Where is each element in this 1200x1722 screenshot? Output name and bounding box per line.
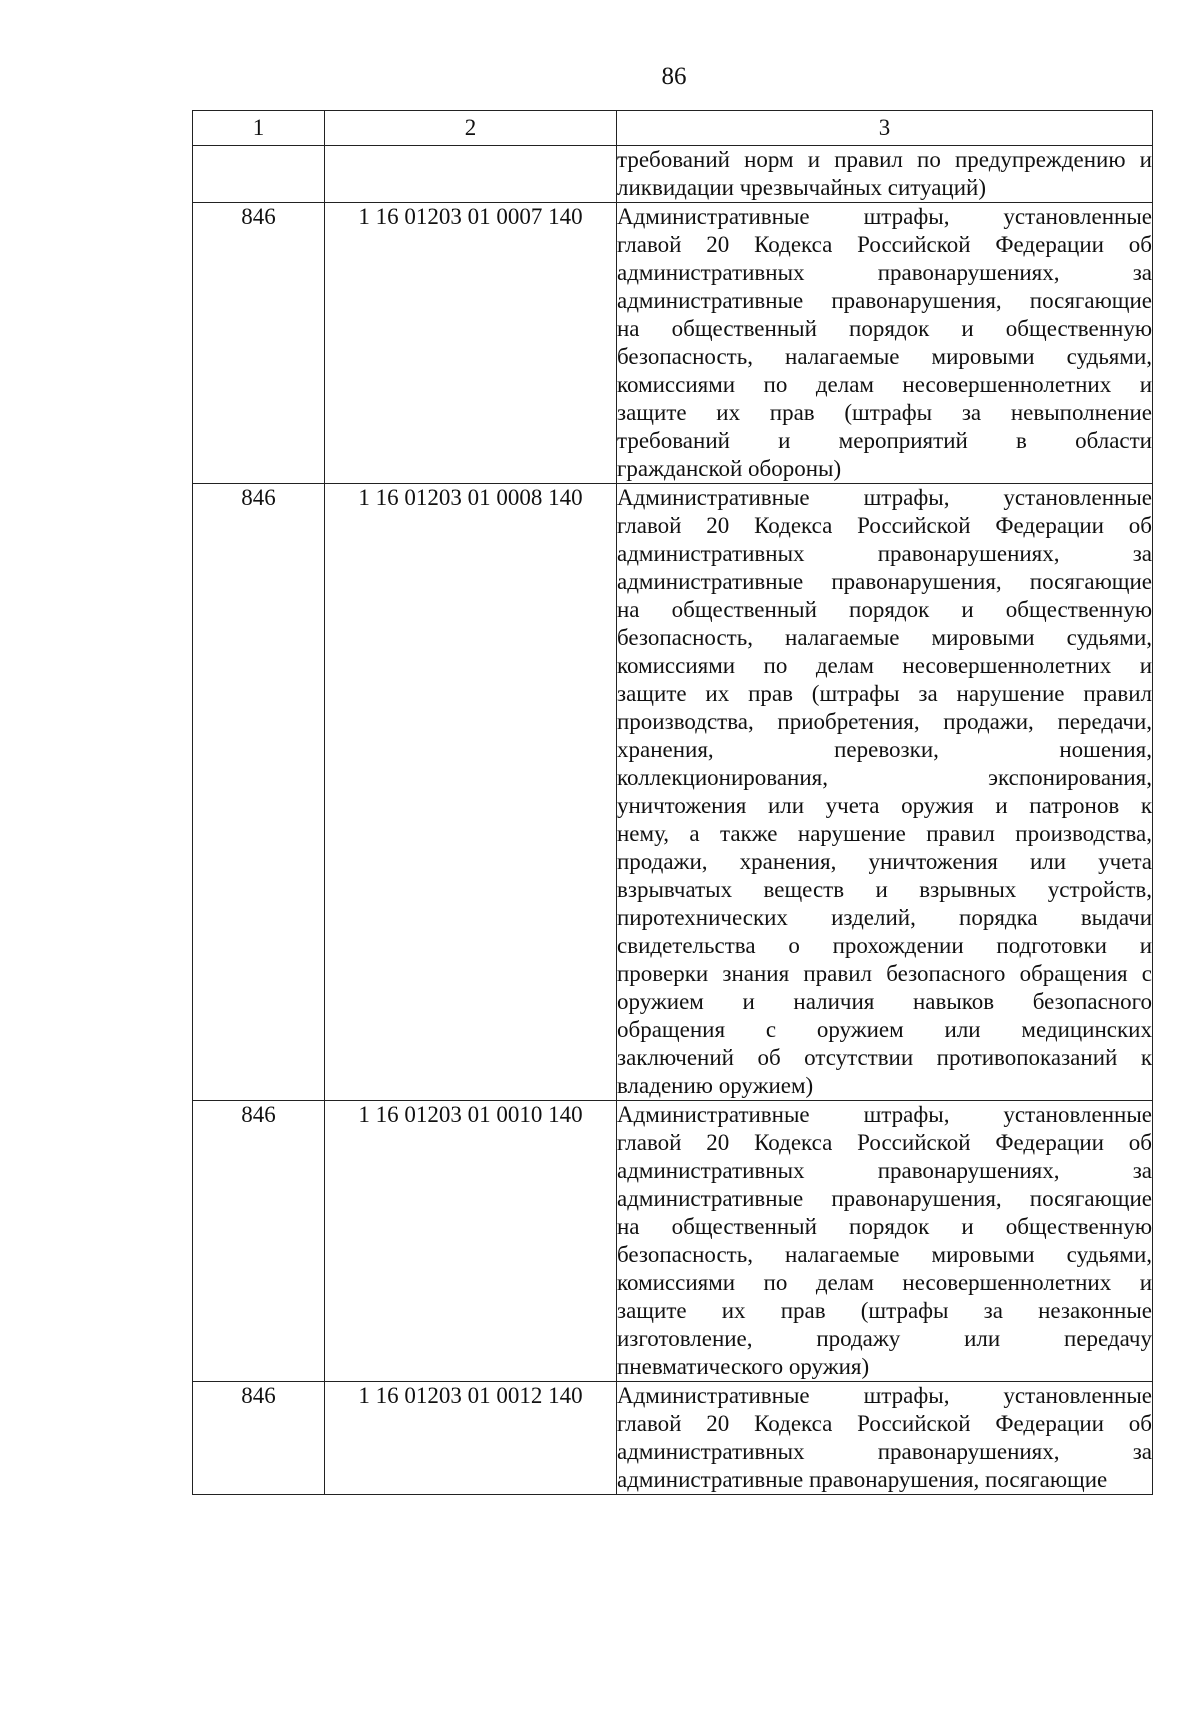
description-line: Административные штрафы, установленные [617,485,1152,510]
description-line: административные правонарушения, посягающие [617,569,1152,594]
description-line: требований и мероприятий в области [617,428,1152,453]
description-line: нему, а также нарушение правил производства, [617,821,1152,846]
admin-code-cell: 846 [193,203,325,484]
description-line: оружием и наличия навыков безопасного [617,989,1152,1014]
description-line: продажи, хранения, уничтожения или учета [617,849,1152,874]
description-line: на общественный порядок и общественную [617,1214,1152,1239]
description-line: Административные штрафы, установленные [617,204,1152,229]
table-row [193,1382,1153,1495]
table-row [193,146,1153,203]
description-line: взрывчатых веществ и взрывных устройств, [617,877,1152,902]
description-line: административных правонарушениях, за [617,260,1152,285]
description-line: административные правонарушения, посягающие [617,1467,1108,1492]
description-line: уничтожения или учета оружия и патронов к [617,793,1152,818]
admin-code-cell: 846 [193,484,325,1101]
description-line: на общественный порядок и общественную [617,316,1152,341]
description-line: на общественный порядок и общественную [617,597,1152,622]
description-line: безопасность, налагаемые мировыми судьями, [617,1242,1152,1267]
description-line: административные правонарушения, посягающие [617,288,1152,313]
kbk-code-cell: 1 16 01203 01 0012 140 [325,1382,617,1495]
description-line: защите их прав (штрафы за незаконные [617,1298,1152,1323]
table-row [193,1101,1153,1382]
description-line: административных правонарушениях, за [617,1439,1152,1464]
admin-code-cell [193,146,325,203]
description-line: комиссиями по делам несовершеннолетних и [617,372,1152,397]
description-cell [617,1382,1153,1495]
description-line: главой 20 Кодекса Российской Федерации об [617,232,1152,257]
description-line: хранения, перевозки, ношения, [617,737,1152,762]
description-line: требований норм и правил по предупреждению и [617,147,1152,172]
description-line: пневматического оружия) [617,1354,870,1379]
description-line: административных правонарушениях, за [617,541,1152,566]
description-line: Административные штрафы, установленные [617,1383,1152,1408]
description-line: комиссиями по делам несовершеннолетних и [617,1270,1152,1295]
description-line: административных правонарушениях, за [617,1158,1152,1183]
description-line: безопасность, налагаемые мировыми судьями, [617,625,1152,650]
header-cell-3: 3 [617,111,1153,146]
kbk-code-cell: 1 16 01203 01 0010 140 [325,1101,617,1382]
kbk-code-cell: 1 16 01203 01 0008 140 [325,484,617,1101]
table-row [193,203,1153,484]
description-line: заключений об отсутствии противопоказаний к [617,1045,1152,1070]
description-cell [617,146,1153,203]
header-cell-2: 2 [325,111,617,146]
description-line: главой 20 Кодекса Российской Федерации об [617,1411,1152,1436]
description-line: безопасность, налагаемые мировыми судьями, [617,344,1152,369]
description-cell [617,203,1153,484]
description-line: административные правонарушения, посягающие [617,1186,1152,1211]
header-cell-1: 1 [193,111,325,146]
description-line: производства, приобретения, продажи, передачи, [617,709,1152,734]
description-line: изготовление, продажу или передачу [617,1326,1152,1351]
budget-codes-table [192,110,1153,1495]
description-cell [617,1101,1153,1382]
table-row [193,484,1153,1101]
description-line: главой 20 Кодекса Российской Федерации об [617,1130,1152,1155]
kbk-code-cell: 1 16 01203 01 0007 140 [325,203,617,484]
admin-code-cell: 846 [193,1101,325,1382]
description-line: пиротехнических изделий, порядка выдачи [617,905,1152,930]
table-header-row [193,111,1153,146]
page-number: 86 [661,63,687,90]
description-line: защите их прав (штрафы за невыполнение [617,400,1152,425]
kbk-code-cell [325,146,617,203]
description-line: комиссиями по делам несовершеннолетних и [617,653,1152,678]
description-line: ликвидации чрезвычайных ситуаций) [617,175,987,200]
description-line: главой 20 Кодекса Российской Федерации об [617,513,1152,538]
description-line: Административные штрафы, установленные [617,1102,1152,1127]
description-line: гражданской обороны) [617,456,842,481]
description-line: коллекционирования, экспонирования, [617,765,1152,790]
description-line: свидетельства о прохождении подготовки и [617,933,1152,958]
admin-code-cell: 846 [193,1382,325,1495]
description-line: владению оружием) [617,1073,814,1098]
description-line: обращения с оружием или медицинских [617,1017,1152,1042]
description-line: защите их прав (штрафы за нарушение правил [617,681,1152,706]
description-cell [617,484,1153,1101]
description-line: проверки знания правил безопасного обращения с [617,961,1152,986]
